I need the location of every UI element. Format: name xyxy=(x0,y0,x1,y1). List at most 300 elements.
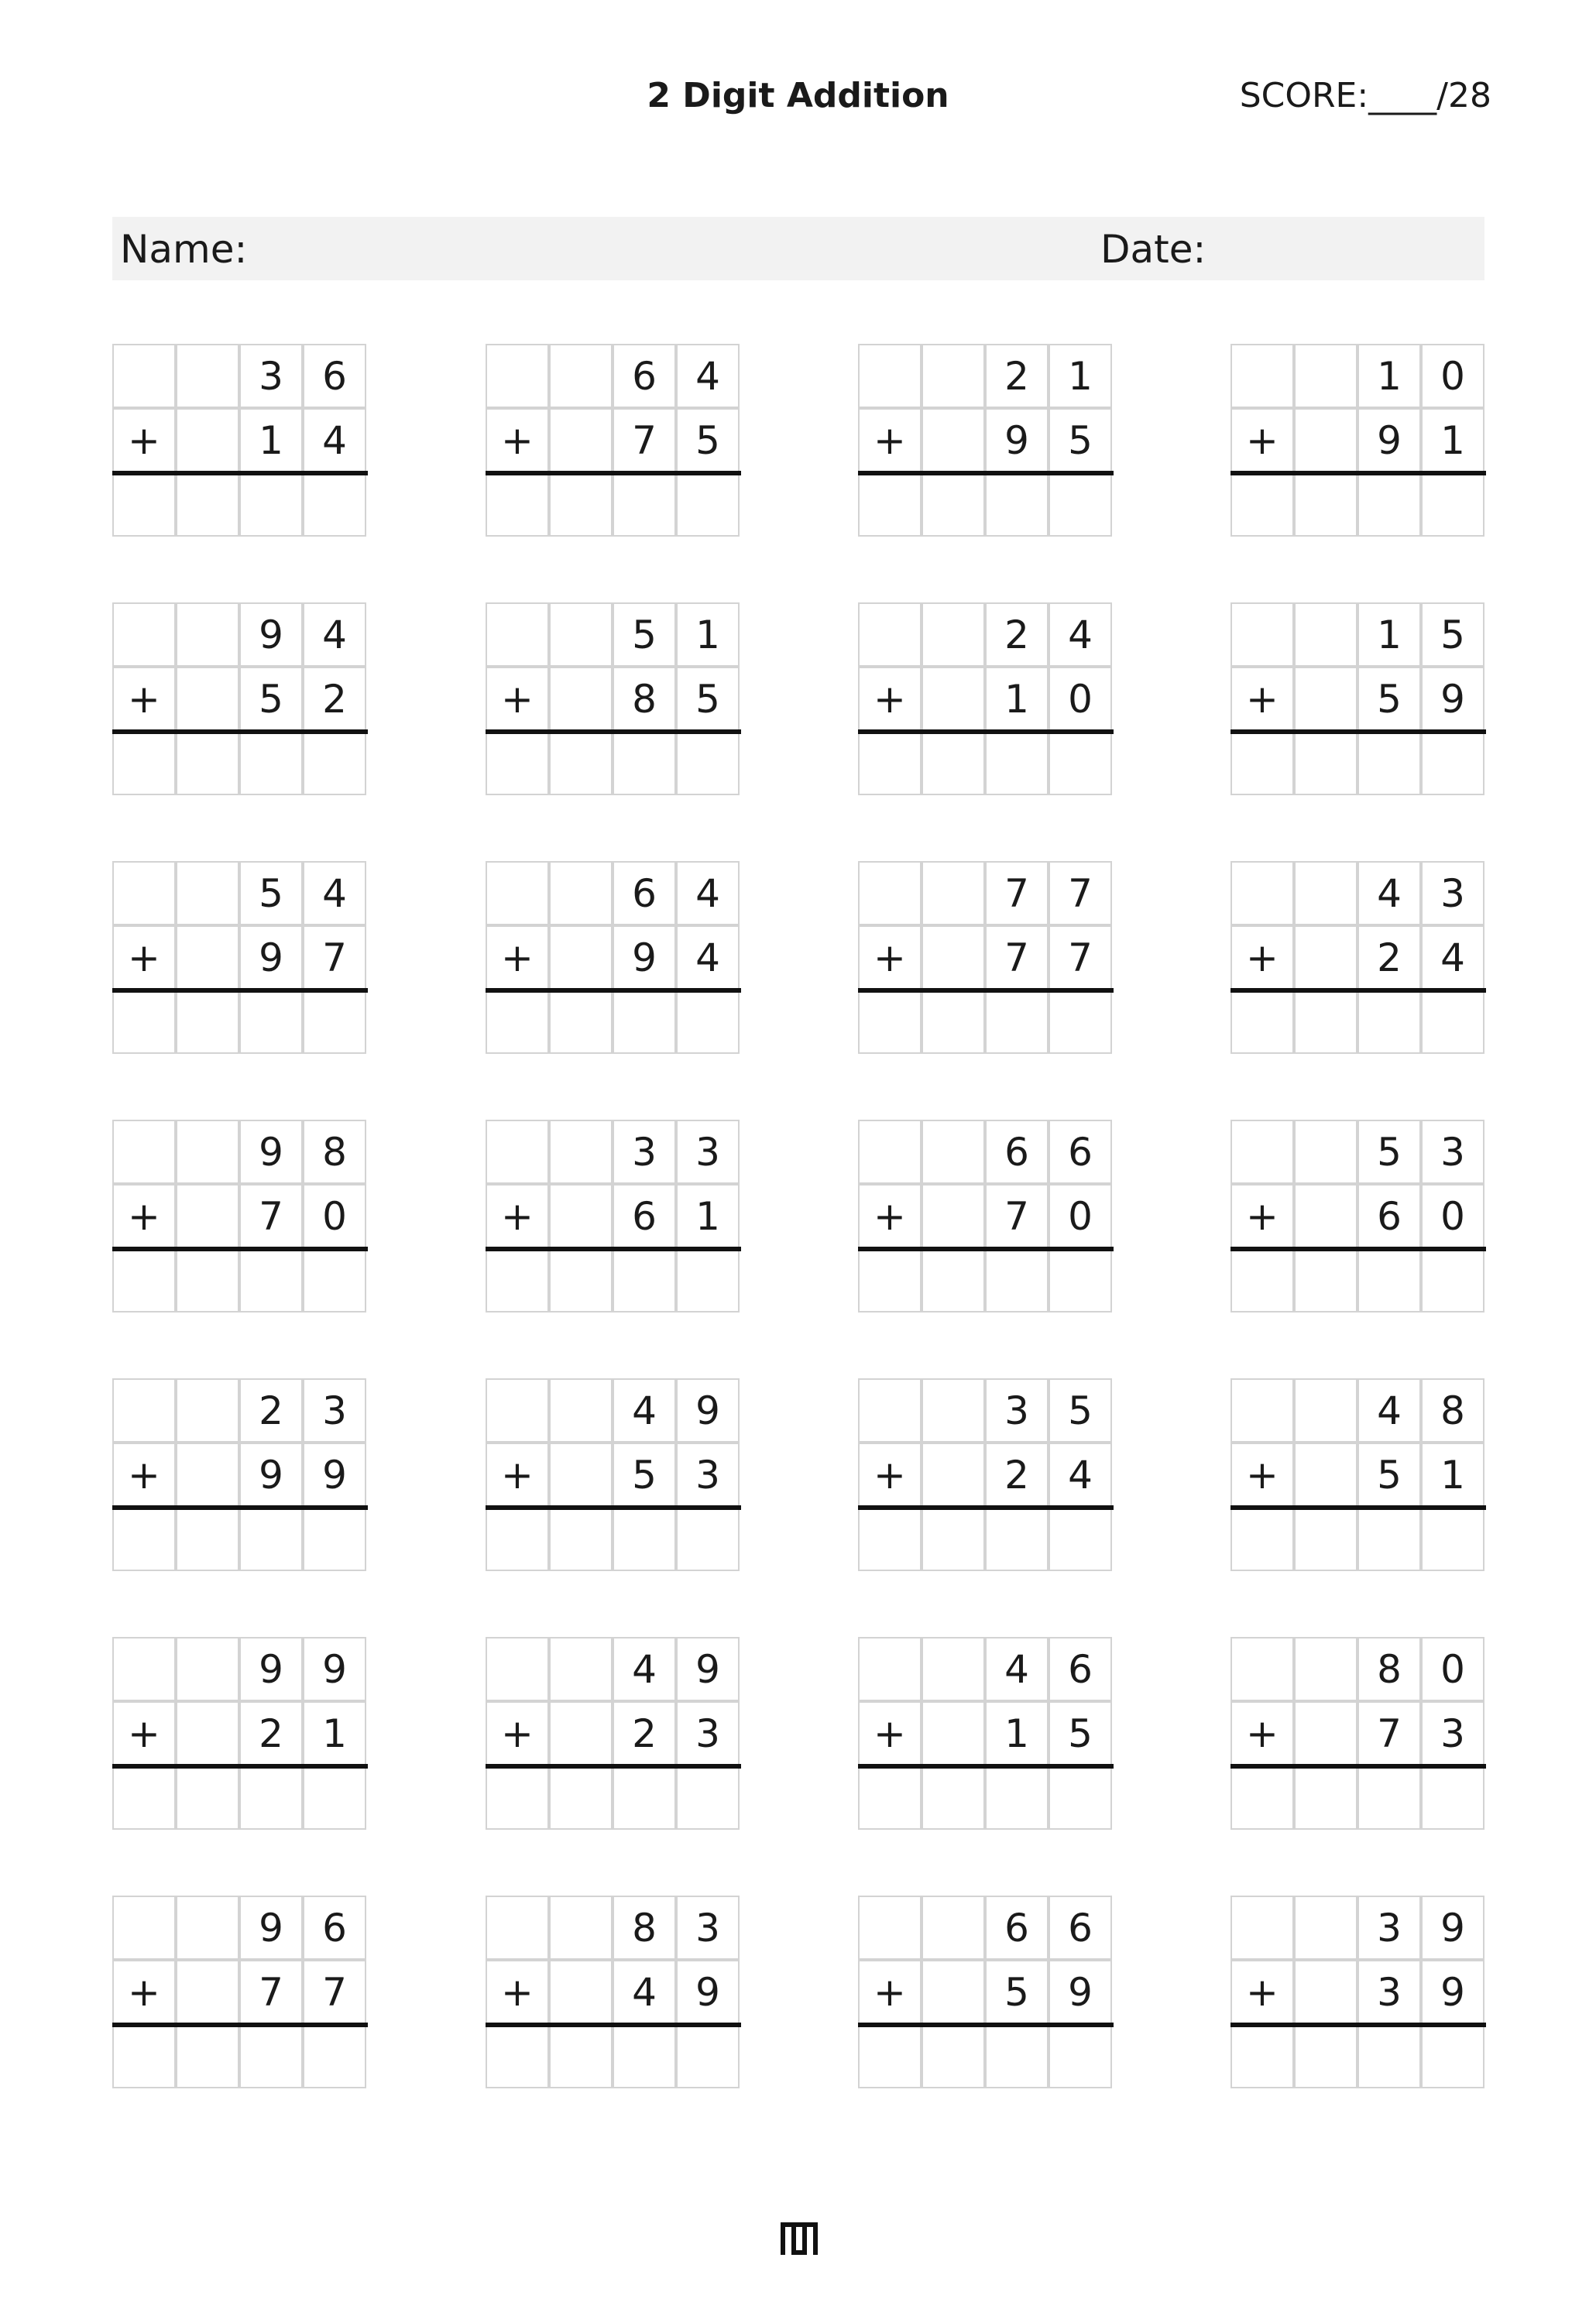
addition-problem xyxy=(486,861,740,1055)
top-tens-digit: 2 xyxy=(985,344,1049,408)
answer-cell[interactable] xyxy=(1421,731,1484,795)
addition-problem xyxy=(858,1896,1112,2089)
answer-cell[interactable] xyxy=(922,2024,985,2088)
plus-sign: + xyxy=(1230,925,1294,990)
empty-cell xyxy=(922,1184,985,1248)
sum-line xyxy=(1230,729,1486,734)
answer-cell[interactable] xyxy=(486,1507,549,1571)
plus-sign: + xyxy=(1230,1701,1294,1765)
answer-cell[interactable] xyxy=(1421,2024,1484,2088)
plus-sign: + xyxy=(486,1701,549,1765)
answer-cell[interactable] xyxy=(549,1507,613,1571)
bottom-tens-digit: 2 xyxy=(239,1701,303,1765)
answer-cell[interactable] xyxy=(1049,2024,1112,2088)
top-tens-digit: 6 xyxy=(613,861,676,925)
sum-line xyxy=(112,1505,368,1510)
answer-cell[interactable] xyxy=(1230,1248,1294,1312)
bottom-ones-digit: 5 xyxy=(1049,408,1112,472)
empty-cell xyxy=(549,925,613,990)
top-tens-digit: 4 xyxy=(1357,1378,1421,1443)
empty-cell xyxy=(549,344,613,408)
sum-line xyxy=(112,2023,368,2027)
answer-cell[interactable] xyxy=(985,2024,1049,2088)
empty-cell xyxy=(1230,861,1294,925)
top-ones-digit: 4 xyxy=(676,861,740,925)
name-date-bar xyxy=(112,217,1484,280)
plus-sign: + xyxy=(112,1184,176,1248)
answer-cell[interactable] xyxy=(1294,1248,1357,1312)
answer-cell[interactable] xyxy=(1049,472,1112,537)
answer-cell[interactable] xyxy=(239,2024,303,2088)
sum-line xyxy=(1230,471,1486,475)
bottom-tens-digit: 7 xyxy=(239,1184,303,1248)
answer-cell[interactable] xyxy=(549,472,613,537)
empty-cell xyxy=(549,1184,613,1248)
sum-line xyxy=(486,1505,741,1510)
answer-cell[interactable] xyxy=(549,1248,613,1312)
plus-sign: + xyxy=(1230,408,1294,472)
empty-cell xyxy=(549,861,613,925)
top-ones-digit: 6 xyxy=(1049,1120,1112,1184)
addition-problem xyxy=(112,344,366,537)
answer-cell[interactable] xyxy=(613,2024,676,2088)
sum-line xyxy=(486,2023,741,2027)
top-ones-digit: 4 xyxy=(676,344,740,408)
answer-cell[interactable] xyxy=(858,2024,922,2088)
addition-problem xyxy=(858,861,1112,1055)
answer-cell[interactable] xyxy=(613,990,676,1054)
answer-cell[interactable] xyxy=(239,1765,303,1830)
addition-problem xyxy=(112,861,366,1055)
answer-cell[interactable] xyxy=(1357,731,1421,795)
sum-line xyxy=(1230,1505,1486,1510)
empty-cell xyxy=(858,344,922,408)
answer-cell[interactable] xyxy=(549,990,613,1054)
answer-cell[interactable] xyxy=(1357,1765,1421,1830)
addition-problem xyxy=(858,1378,1112,1572)
sum-line xyxy=(858,2023,1114,2027)
top-tens-digit: 8 xyxy=(1357,1637,1421,1701)
answer-cell[interactable] xyxy=(176,990,239,1054)
answer-cell[interactable] xyxy=(1357,990,1421,1054)
sum-line xyxy=(112,471,368,475)
top-ones-digit: 8 xyxy=(303,1120,366,1184)
answer-cell[interactable] xyxy=(239,990,303,1054)
answer-cell[interactable] xyxy=(1357,2024,1421,2088)
sum-line xyxy=(112,1247,368,1251)
sum-line xyxy=(1230,2023,1486,2027)
top-ones-digit: 6 xyxy=(1049,1896,1112,1960)
bottom-tens-digit: 8 xyxy=(613,667,676,731)
sum-line xyxy=(486,471,741,475)
addition-problem xyxy=(112,1896,366,2089)
answer-cell[interactable] xyxy=(1049,731,1112,795)
answer-cell[interactable] xyxy=(1294,731,1357,795)
empty-cell xyxy=(1294,1896,1357,1960)
answer-cell[interactable] xyxy=(303,2024,366,2088)
empty-cell xyxy=(176,1896,239,1960)
answer-cell[interactable] xyxy=(676,472,740,537)
plus-sign: + xyxy=(858,925,922,990)
answer-cell[interactable] xyxy=(858,1507,922,1571)
empty-cell xyxy=(112,861,176,925)
answer-cell[interactable] xyxy=(858,1248,922,1312)
answer-cell[interactable] xyxy=(1294,1507,1357,1571)
answer-cell[interactable] xyxy=(303,1507,366,1571)
answer-cell[interactable] xyxy=(303,472,366,537)
answer-cell[interactable] xyxy=(985,990,1049,1054)
top-tens-digit: 5 xyxy=(1357,1120,1421,1184)
answer-cell[interactable] xyxy=(486,731,549,795)
plus-sign: + xyxy=(858,1184,922,1248)
answer-cell[interactable] xyxy=(549,2024,613,2088)
empty-cell xyxy=(112,344,176,408)
top-tens-digit: 8 xyxy=(613,1896,676,1960)
empty-cell xyxy=(112,1378,176,1443)
answer-cell[interactable] xyxy=(1294,990,1357,1054)
plus-sign: + xyxy=(486,408,549,472)
empty-cell xyxy=(112,1637,176,1701)
bottom-ones-digit: 4 xyxy=(303,408,366,472)
top-ones-digit: 0 xyxy=(1421,344,1484,408)
empty-cell xyxy=(1294,667,1357,731)
top-ones-digit: 6 xyxy=(303,1896,366,1960)
sum-line xyxy=(486,1247,741,1251)
addition-problem xyxy=(1230,861,1484,1055)
sum-line xyxy=(858,471,1114,475)
answer-cell[interactable] xyxy=(1421,1248,1484,1312)
top-ones-digit: 0 xyxy=(1421,1637,1484,1701)
plus-sign: + xyxy=(1230,667,1294,731)
answer-cell[interactable] xyxy=(922,990,985,1054)
empty-cell xyxy=(922,1120,985,1184)
plus-sign: + xyxy=(1230,1184,1294,1248)
bottom-ones-digit: 7 xyxy=(1049,925,1112,990)
empty-cell xyxy=(1294,1378,1357,1443)
bottom-tens-digit: 1 xyxy=(985,1701,1049,1765)
top-tens-digit: 9 xyxy=(239,602,303,667)
plus-sign: + xyxy=(112,925,176,990)
sum-line xyxy=(1230,1247,1486,1251)
sum-line xyxy=(1230,1764,1486,1769)
empty-cell xyxy=(1294,1184,1357,1248)
empty-cell xyxy=(1294,602,1357,667)
answer-cell[interactable] xyxy=(1230,1765,1294,1830)
addition-problem xyxy=(112,602,366,796)
answer-cell[interactable] xyxy=(858,990,922,1054)
empty-cell xyxy=(1294,408,1357,472)
addition-problem xyxy=(486,602,740,796)
answer-cell[interactable] xyxy=(613,472,676,537)
empty-cell xyxy=(176,408,239,472)
answer-cell[interactable] xyxy=(922,1248,985,1312)
top-ones-digit: 8 xyxy=(1421,1378,1484,1443)
top-ones-digit: 9 xyxy=(676,1637,740,1701)
empty-cell xyxy=(1294,1960,1357,2024)
answer-cell[interactable] xyxy=(486,2024,549,2088)
answer-cell[interactable] xyxy=(1421,472,1484,537)
bottom-ones-digit: 0 xyxy=(1421,1184,1484,1248)
empty-cell xyxy=(922,1896,985,1960)
empty-cell xyxy=(858,861,922,925)
bottom-ones-digit: 3 xyxy=(676,1701,740,1765)
top-ones-digit: 3 xyxy=(1421,861,1484,925)
answer-cell[interactable] xyxy=(1357,1248,1421,1312)
sum-line xyxy=(112,1764,368,1769)
answer-cell[interactable] xyxy=(676,2024,740,2088)
addition-problem xyxy=(1230,1896,1484,2089)
top-ones-digit: 3 xyxy=(676,1120,740,1184)
brand-logo-icon xyxy=(781,2221,818,2255)
answer-cell[interactable] xyxy=(858,472,922,537)
answer-cell[interactable] xyxy=(676,1507,740,1571)
top-tens-digit: 3 xyxy=(239,344,303,408)
bottom-tens-digit: 5 xyxy=(1357,1443,1421,1507)
addition-problem xyxy=(858,344,1112,537)
empty-cell xyxy=(549,1378,613,1443)
addition-problem xyxy=(1230,602,1484,796)
empty-cell xyxy=(922,1443,985,1507)
answer-cell[interactable] xyxy=(176,1507,239,1571)
bottom-ones-digit: 3 xyxy=(1421,1701,1484,1765)
answer-cell[interactable] xyxy=(1049,1248,1112,1312)
top-tens-digit: 3 xyxy=(1357,1896,1421,1960)
bottom-ones-digit: 2 xyxy=(303,667,366,731)
plus-sign: + xyxy=(486,667,549,731)
answer-cell[interactable] xyxy=(922,1765,985,1830)
plus-sign: + xyxy=(112,1443,176,1507)
top-tens-digit: 3 xyxy=(985,1378,1049,1443)
plus-sign: + xyxy=(858,408,922,472)
answer-cell[interactable] xyxy=(676,731,740,795)
answer-cell[interactable] xyxy=(1230,2024,1294,2088)
answer-cell[interactable] xyxy=(239,731,303,795)
top-tens-digit: 6 xyxy=(985,1120,1049,1184)
answer-cell[interactable] xyxy=(112,1765,176,1830)
answer-cell[interactable] xyxy=(1230,731,1294,795)
top-tens-digit: 1 xyxy=(1357,344,1421,408)
empty-cell xyxy=(549,1896,613,1960)
answer-cell[interactable] xyxy=(303,1765,366,1830)
bottom-tens-digit: 9 xyxy=(1357,408,1421,472)
empty-cell xyxy=(176,1184,239,1248)
bottom-tens-digit: 2 xyxy=(985,1443,1049,1507)
addition-problem xyxy=(112,1378,366,1572)
bottom-ones-digit: 0 xyxy=(1049,1184,1112,1248)
answer-cell[interactable] xyxy=(922,1507,985,1571)
score-label: SCORE:____/28 xyxy=(1239,76,1491,115)
answer-cell[interactable] xyxy=(486,1765,549,1830)
bottom-ones-digit: 0 xyxy=(303,1184,366,1248)
bottom-ones-digit: 9 xyxy=(1421,667,1484,731)
sum-line xyxy=(486,1764,741,1769)
bottom-ones-digit: 4 xyxy=(1421,925,1484,990)
empty-cell xyxy=(922,1637,985,1701)
answer-cell[interactable] xyxy=(1049,1507,1112,1571)
answer-cell[interactable] xyxy=(1230,990,1294,1054)
addition-problem xyxy=(858,1637,1112,1831)
plus-sign: + xyxy=(486,1960,549,2024)
addition-problem xyxy=(486,1637,740,1831)
addition-problem xyxy=(112,1637,366,1831)
empty-cell xyxy=(1294,1120,1357,1184)
answer-cell[interactable] xyxy=(985,472,1049,537)
answer-cell[interactable] xyxy=(1421,1507,1484,1571)
answer-cell[interactable] xyxy=(549,731,613,795)
answer-cell[interactable] xyxy=(1421,990,1484,1054)
top-ones-digit: 5 xyxy=(1421,602,1484,667)
answer-cell[interactable] xyxy=(239,1248,303,1312)
bottom-tens-digit: 5 xyxy=(1357,667,1421,731)
answer-cell[interactable] xyxy=(1357,1507,1421,1571)
answer-cell[interactable] xyxy=(1294,1765,1357,1830)
answer-cell[interactable] xyxy=(112,472,176,537)
top-tens-digit: 3 xyxy=(613,1120,676,1184)
answer-cell[interactable] xyxy=(303,990,366,1054)
empty-cell xyxy=(176,925,239,990)
answer-cell[interactable] xyxy=(303,1248,366,1312)
empty-cell xyxy=(922,925,985,990)
answer-cell[interactable] xyxy=(985,1248,1049,1312)
empty-cell xyxy=(1294,344,1357,408)
answer-cell[interactable] xyxy=(239,1507,303,1571)
answer-cell[interactable] xyxy=(1294,472,1357,537)
top-ones-digit: 4 xyxy=(303,861,366,925)
answer-cell[interactable] xyxy=(1230,472,1294,537)
empty-cell xyxy=(1294,1637,1357,1701)
answer-cell[interactable] xyxy=(985,731,1049,795)
answer-cell[interactable] xyxy=(1049,1765,1112,1830)
answer-cell[interactable] xyxy=(985,1765,1049,1830)
bottom-ones-digit: 4 xyxy=(1049,1443,1112,1507)
top-tens-digit: 7 xyxy=(985,861,1049,925)
sum-line xyxy=(1230,988,1486,993)
top-tens-digit: 9 xyxy=(239,1896,303,1960)
bottom-ones-digit: 9 xyxy=(303,1443,366,1507)
empty-cell xyxy=(176,1637,239,1701)
empty-cell xyxy=(176,602,239,667)
empty-cell xyxy=(176,1378,239,1443)
answer-cell[interactable] xyxy=(486,990,549,1054)
answer-cell[interactable] xyxy=(112,2024,176,2088)
top-ones-digit: 3 xyxy=(1421,1120,1484,1184)
empty-cell xyxy=(176,1443,239,1507)
top-ones-digit: 9 xyxy=(1421,1896,1484,1960)
bottom-ones-digit: 1 xyxy=(303,1701,366,1765)
answer-cell[interactable] xyxy=(613,1248,676,1312)
empty-cell xyxy=(176,1120,239,1184)
empty-cell xyxy=(922,408,985,472)
top-ones-digit: 7 xyxy=(1049,861,1112,925)
answer-cell[interactable] xyxy=(613,731,676,795)
answer-cell[interactable] xyxy=(1230,1507,1294,1571)
answer-cell[interactable] xyxy=(676,990,740,1054)
answer-cell[interactable] xyxy=(1421,1765,1484,1830)
plus-sign: + xyxy=(1230,1443,1294,1507)
empty-cell xyxy=(176,861,239,925)
empty-cell xyxy=(549,1701,613,1765)
answer-cell[interactable] xyxy=(486,1248,549,1312)
answer-cell[interactable] xyxy=(176,1248,239,1312)
answer-cell[interactable] xyxy=(176,2024,239,2088)
answer-cell[interactable] xyxy=(676,1248,740,1312)
answer-cell[interactable] xyxy=(858,731,922,795)
answer-cell[interactable] xyxy=(1294,2024,1357,2088)
answer-cell[interactable] xyxy=(985,1507,1049,1571)
plus-sign: + xyxy=(112,1960,176,2024)
answer-cell[interactable] xyxy=(112,731,176,795)
answer-cell[interactable] xyxy=(922,731,985,795)
answer-cell[interactable] xyxy=(858,1765,922,1830)
plus-sign: + xyxy=(1230,1960,1294,2024)
answer-cell[interactable] xyxy=(486,472,549,537)
plus-sign: + xyxy=(858,667,922,731)
empty-cell xyxy=(922,667,985,731)
answer-cell[interactable] xyxy=(922,472,985,537)
sum-line xyxy=(858,1764,1114,1769)
top-tens-digit: 9 xyxy=(239,1120,303,1184)
top-tens-digit: 6 xyxy=(985,1896,1049,1960)
top-ones-digit: 9 xyxy=(676,1378,740,1443)
plus-sign: + xyxy=(858,1701,922,1765)
answer-cell[interactable] xyxy=(676,1765,740,1830)
answer-cell[interactable] xyxy=(176,472,239,537)
answer-cell[interactable] xyxy=(549,1765,613,1830)
bottom-tens-digit: 2 xyxy=(613,1701,676,1765)
empty-cell xyxy=(549,602,613,667)
answer-cell[interactable] xyxy=(176,731,239,795)
top-tens-digit: 5 xyxy=(613,602,676,667)
bottom-tens-digit: 7 xyxy=(985,925,1049,990)
answer-cell[interactable] xyxy=(1049,990,1112,1054)
answer-cell[interactable] xyxy=(112,1248,176,1312)
empty-cell xyxy=(549,1960,613,2024)
answer-cell[interactable] xyxy=(112,990,176,1054)
bottom-tens-digit: 7 xyxy=(613,408,676,472)
answer-cell[interactable] xyxy=(112,1507,176,1571)
answer-cell[interactable] xyxy=(613,1765,676,1830)
bottom-ones-digit: 9 xyxy=(1049,1960,1112,2024)
sum-line xyxy=(112,729,368,734)
empty-cell xyxy=(858,1896,922,1960)
addition-problem xyxy=(1230,1378,1484,1572)
bottom-ones-digit: 5 xyxy=(676,408,740,472)
answer-cell[interactable] xyxy=(303,731,366,795)
empty-cell xyxy=(176,1701,239,1765)
sum-line xyxy=(486,988,741,993)
answer-cell[interactable] xyxy=(176,1765,239,1830)
top-ones-digit: 5 xyxy=(1049,1378,1112,1443)
bottom-tens-digit: 1 xyxy=(985,667,1049,731)
sum-line xyxy=(112,988,368,993)
plus-sign: + xyxy=(112,408,176,472)
empty-cell xyxy=(922,1701,985,1765)
bottom-ones-digit: 7 xyxy=(303,925,366,990)
date-label: Date: xyxy=(1100,227,1206,272)
answer-cell[interactable] xyxy=(239,472,303,537)
top-tens-digit: 6 xyxy=(613,344,676,408)
empty-cell xyxy=(549,1443,613,1507)
addition-problem xyxy=(858,1120,1112,1313)
empty-cell xyxy=(486,1896,549,1960)
bottom-ones-digit: 5 xyxy=(1049,1701,1112,1765)
sum-line xyxy=(858,988,1114,993)
answer-cell[interactable] xyxy=(1357,472,1421,537)
answer-cell[interactable] xyxy=(613,1507,676,1571)
addition-problem xyxy=(858,602,1112,796)
bottom-tens-digit: 5 xyxy=(985,1960,1049,2024)
bottom-tens-digit: 4 xyxy=(613,1960,676,2024)
